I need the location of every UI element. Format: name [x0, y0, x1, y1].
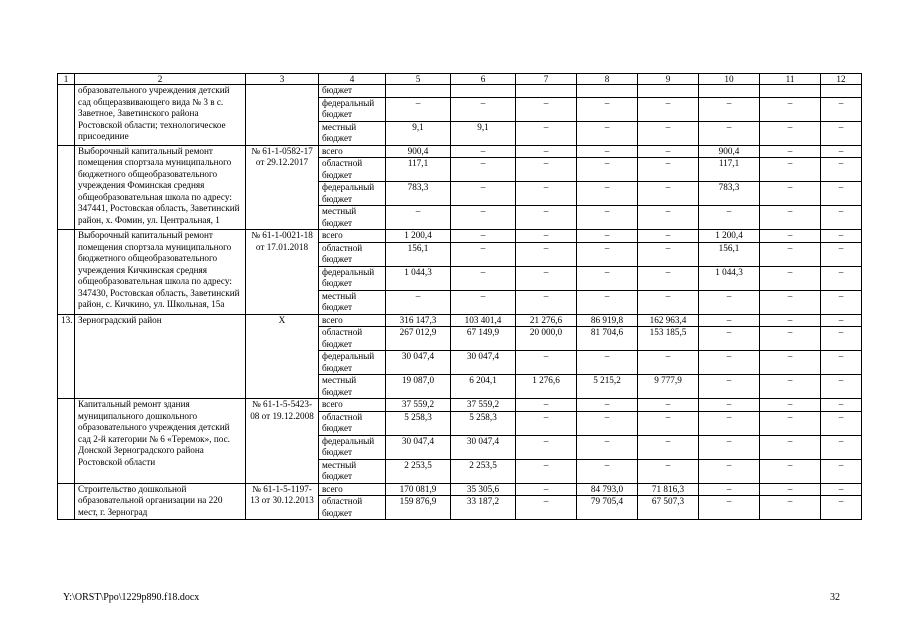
value-cell: 21 276,6 [516, 314, 577, 327]
funding-source: местный бюджет [319, 459, 386, 483]
value-cell: – [760, 242, 821, 266]
value-cell: 159 876,9 [386, 496, 451, 520]
value-cell [516, 85, 577, 98]
header-cell: 2 [75, 74, 246, 85]
funding-source: всего [319, 314, 386, 327]
value-cell: – [516, 496, 577, 520]
value-cell: 71 816,3 [638, 483, 699, 496]
value-cell: – [386, 97, 451, 121]
value-cell: – [577, 399, 638, 412]
value-cell: – [451, 158, 516, 182]
object-name: образовательного учреждения детский сад общеразвивающего вида № 3 в с. Заветное, Заветинского района Ростовской области; технологическое присоединие [75, 85, 246, 146]
funding-source: областной бюджет [319, 496, 386, 520]
value-cell: – [516, 121, 577, 145]
value-cell: – [577, 351, 638, 375]
value-cell: – [760, 230, 821, 243]
value-cell: – [821, 230, 862, 243]
document-code: № 61-1-5-1197-13 от 30.12.2013 [246, 483, 319, 520]
funding-source: федеральный бюджет [319, 266, 386, 290]
row-number: 13. [58, 314, 75, 399]
value-cell: – [821, 314, 862, 327]
value-cell: – [760, 314, 821, 327]
funding-source: всего [319, 145, 386, 158]
funding-source: всего [319, 230, 386, 243]
header-cell: 4 [319, 74, 386, 85]
value-cell: – [699, 411, 760, 435]
value-cell: – [638, 206, 699, 230]
value-cell: – [577, 230, 638, 243]
value-cell: 5 215,2 [577, 375, 638, 399]
value-cell: – [760, 290, 821, 314]
value-cell: – [577, 121, 638, 145]
value-cell: – [638, 351, 699, 375]
value-cell: 1 044,3 [699, 266, 760, 290]
value-cell: – [821, 411, 862, 435]
value-cell: – [821, 327, 862, 351]
value-cell: – [760, 375, 821, 399]
value-cell: 900,4 [386, 145, 451, 158]
value-cell: 30 047,4 [386, 351, 451, 375]
value-cell: – [577, 145, 638, 158]
value-cell: 9 777,9 [638, 375, 699, 399]
value-cell: – [699, 496, 760, 520]
header-cell: 7 [516, 74, 577, 85]
value-cell: – [760, 97, 821, 121]
value-cell: 5 258,3 [451, 411, 516, 435]
value-cell: – [386, 290, 451, 314]
value-cell: 103 401,4 [451, 314, 516, 327]
funding-source: местный бюджет [319, 290, 386, 314]
value-cell: – [760, 411, 821, 435]
value-cell: – [699, 435, 760, 459]
value-cell: – [638, 158, 699, 182]
value-cell: 30 047,4 [386, 435, 451, 459]
value-cell: – [821, 158, 862, 182]
value-cell: – [516, 230, 577, 243]
value-cell: – [516, 351, 577, 375]
value-cell: – [577, 206, 638, 230]
value-cell: – [451, 97, 516, 121]
value-cell: 783,3 [386, 182, 451, 206]
table-row [58, 230, 862, 243]
value-cell: 162 963,4 [638, 314, 699, 327]
document-code: № 61-1-5-5423-08 от 19.12.2008 [246, 399, 319, 484]
value-cell: – [516, 399, 577, 412]
value-cell: – [386, 206, 451, 230]
header-cell: 6 [451, 74, 516, 85]
value-cell: 900,4 [699, 145, 760, 158]
value-cell: 117,1 [386, 158, 451, 182]
value-cell: 1 044,3 [386, 266, 451, 290]
value-cell: – [821, 266, 862, 290]
value-cell: – [699, 121, 760, 145]
value-cell: – [516, 206, 577, 230]
value-cell: – [577, 242, 638, 266]
value-cell: 67 149,9 [451, 327, 516, 351]
value-cell: 19 087,0 [386, 375, 451, 399]
value-cell: – [638, 145, 699, 158]
header-cell: 10 [699, 74, 760, 85]
table-row [58, 483, 862, 496]
document-code: X [246, 314, 319, 399]
funding-source: местный бюджет [319, 206, 386, 230]
funding-source: федеральный бюджет [319, 182, 386, 206]
value-cell: 783,3 [699, 182, 760, 206]
value-cell: – [821, 399, 862, 412]
value-cell: 1 200,4 [699, 230, 760, 243]
value-cell: 35 305,6 [451, 483, 516, 496]
value-cell: – [699, 327, 760, 351]
header-cell: 1 [58, 74, 75, 85]
value-cell: – [638, 242, 699, 266]
funding-source: федеральный бюджет [319, 351, 386, 375]
value-cell: – [638, 435, 699, 459]
table-row [58, 85, 862, 98]
value-cell: – [577, 182, 638, 206]
funding-source: всего [319, 483, 386, 496]
value-cell: – [699, 399, 760, 412]
value-cell: – [516, 266, 577, 290]
value-cell: 117,1 [699, 158, 760, 182]
budget-table [57, 73, 862, 520]
value-cell: – [638, 290, 699, 314]
value-cell: – [516, 158, 577, 182]
value-cell: – [451, 230, 516, 243]
value-cell: – [516, 182, 577, 206]
value-cell: – [516, 483, 577, 496]
value-cell: 156,1 [699, 242, 760, 266]
value-cell: – [821, 206, 862, 230]
value-cell: – [577, 459, 638, 483]
value-cell [821, 85, 862, 98]
value-cell: – [821, 290, 862, 314]
value-cell: – [516, 242, 577, 266]
value-cell: – [516, 145, 577, 158]
value-cell [638, 85, 699, 98]
funding-source: местный бюджет [319, 121, 386, 145]
funding-source: областной бюджет [319, 242, 386, 266]
value-cell: 170 081,9 [386, 483, 451, 496]
table-row [58, 314, 862, 327]
value-cell: – [577, 435, 638, 459]
table-row [58, 145, 862, 158]
value-cell: – [638, 459, 699, 483]
funding-source: федеральный бюджет [319, 435, 386, 459]
value-cell: – [577, 97, 638, 121]
value-cell: – [516, 290, 577, 314]
value-cell: – [760, 496, 821, 520]
header-cell: 3 [246, 74, 319, 85]
value-cell: 30 047,4 [451, 435, 516, 459]
value-cell: – [451, 182, 516, 206]
funding-source: бюджет [319, 85, 386, 98]
page-number: 32 [830, 592, 840, 603]
value-cell: – [760, 182, 821, 206]
header-cell: 11 [760, 74, 821, 85]
value-cell: – [516, 435, 577, 459]
funding-source: всего [319, 399, 386, 412]
value-cell: – [577, 411, 638, 435]
value-cell: 37 559,2 [386, 399, 451, 412]
object-name: Выборочный капитальный ремонт помещения спортзала муниципального бюджетного общеобразовательного учреждения Фоминская средняя общеобразовательная школа по адресу: 347441, Ростовская область, Заветинский район, х. Фомин, ул. Центральная, 1 [75, 145, 246, 230]
value-cell: 9,1 [451, 121, 516, 145]
value-cell: – [638, 121, 699, 145]
value-cell: – [451, 266, 516, 290]
value-cell: – [821, 242, 862, 266]
value-cell: 267 012,9 [386, 327, 451, 351]
value-cell: – [760, 206, 821, 230]
value-cell: – [699, 314, 760, 327]
value-cell: – [451, 290, 516, 314]
value-cell: 2 253,5 [386, 459, 451, 483]
value-cell: 33 187,2 [451, 496, 516, 520]
value-cell: – [821, 459, 862, 483]
value-cell: – [821, 121, 862, 145]
value-cell: 153 185,5 [638, 327, 699, 351]
value-cell: – [821, 483, 862, 496]
value-cell [451, 85, 516, 98]
value-cell: – [699, 483, 760, 496]
value-cell: – [760, 399, 821, 412]
value-cell: 5 258,3 [386, 411, 451, 435]
value-cell: – [451, 206, 516, 230]
value-cell: 86 919,8 [577, 314, 638, 327]
value-cell: – [516, 97, 577, 121]
value-cell: 156,1 [386, 242, 451, 266]
value-cell: 9,1 [386, 121, 451, 145]
value-cell: – [760, 266, 821, 290]
value-cell: – [760, 121, 821, 145]
value-cell: – [638, 97, 699, 121]
value-cell [577, 85, 638, 98]
value-cell: – [699, 375, 760, 399]
value-cell: 79 705,4 [577, 496, 638, 520]
document-code: № 61-1-0021-18 от 17.01.2018 [246, 230, 319, 315]
header-cell: 9 [638, 74, 699, 85]
value-cell: 81 704,6 [577, 327, 638, 351]
value-cell: 316 147,3 [386, 314, 451, 327]
value-cell [386, 85, 451, 98]
funding-source: областной бюджет [319, 327, 386, 351]
value-cell: 1 276,6 [516, 375, 577, 399]
object-name: Капитальный ремонт здания муниципального дошкольного образовательного учреждения детский сад 2-й категории № 6 «Теремок», пос. Донской Зерноградского района Ростовской области [75, 399, 246, 484]
value-cell: – [638, 266, 699, 290]
object-name: Выборочный капитальный ремонт помещения спортзала муниципального бюджетного общеобразовательного учреждения Кичкинская средняя общеобразовательная школа по адресу: 347430, Ростовская область, Заветинский район, с. Кичкино, ул. Школьная, 15а [75, 230, 246, 315]
value-cell: – [821, 97, 862, 121]
value-cell: 1 200,4 [386, 230, 451, 243]
value-cell: – [638, 230, 699, 243]
value-cell: – [699, 97, 760, 121]
value-cell: – [699, 459, 760, 483]
funding-source: областной бюджет [319, 411, 386, 435]
value-cell: – [760, 435, 821, 459]
funding-source: областной бюджет [319, 158, 386, 182]
header-row [58, 74, 862, 85]
row-number [58, 230, 75, 315]
value-cell: – [516, 411, 577, 435]
value-cell: – [760, 483, 821, 496]
value-cell: – [821, 351, 862, 375]
header-cell: 8 [577, 74, 638, 85]
value-cell: – [577, 158, 638, 182]
value-cell: – [699, 351, 760, 375]
value-cell: 2 253,5 [451, 459, 516, 483]
table-row [58, 399, 862, 412]
value-cell: – [760, 145, 821, 158]
value-cell: – [760, 351, 821, 375]
value-cell: – [451, 242, 516, 266]
value-cell: – [821, 145, 862, 158]
value-cell: 6 204,1 [451, 375, 516, 399]
value-cell: 37 559,2 [451, 399, 516, 412]
value-cell: – [451, 145, 516, 158]
file-path: Y:\ORST\Ppo\1229p890.f18.docx [63, 592, 200, 603]
row-number [58, 483, 75, 520]
value-cell: – [760, 327, 821, 351]
value-cell: – [638, 411, 699, 435]
row-number [58, 399, 75, 484]
document-code [246, 85, 319, 146]
value-cell: – [577, 290, 638, 314]
value-cell: – [638, 182, 699, 206]
object-name: Строительство дошкольной образовательной организации на 220 мест, г. Зерноград [75, 483, 246, 520]
document-code: № 61-1-0582-17 от 29.12.2017 [246, 145, 319, 230]
value-cell [760, 85, 821, 98]
value-cell: 84 793,0 [577, 483, 638, 496]
value-cell: – [760, 158, 821, 182]
row-number [58, 85, 75, 146]
value-cell: – [516, 459, 577, 483]
row-number [58, 145, 75, 230]
object-name: Зерноградский район [75, 314, 246, 399]
value-cell: 67 507,3 [638, 496, 699, 520]
value-cell: – [699, 206, 760, 230]
value-cell: – [760, 459, 821, 483]
header-cell: 12 [821, 74, 862, 85]
value-cell: – [638, 399, 699, 412]
funding-source: местный бюджет [319, 375, 386, 399]
value-cell: – [821, 182, 862, 206]
value-cell [699, 85, 760, 98]
funding-source: федеральный бюджет [319, 97, 386, 121]
value-cell: 30 047,4 [451, 351, 516, 375]
header-cell: 5 [386, 74, 451, 85]
value-cell: – [821, 435, 862, 459]
value-cell: 20 000,0 [516, 327, 577, 351]
value-cell: – [699, 290, 760, 314]
value-cell: – [821, 375, 862, 399]
value-cell: – [821, 496, 862, 520]
value-cell: – [577, 266, 638, 290]
